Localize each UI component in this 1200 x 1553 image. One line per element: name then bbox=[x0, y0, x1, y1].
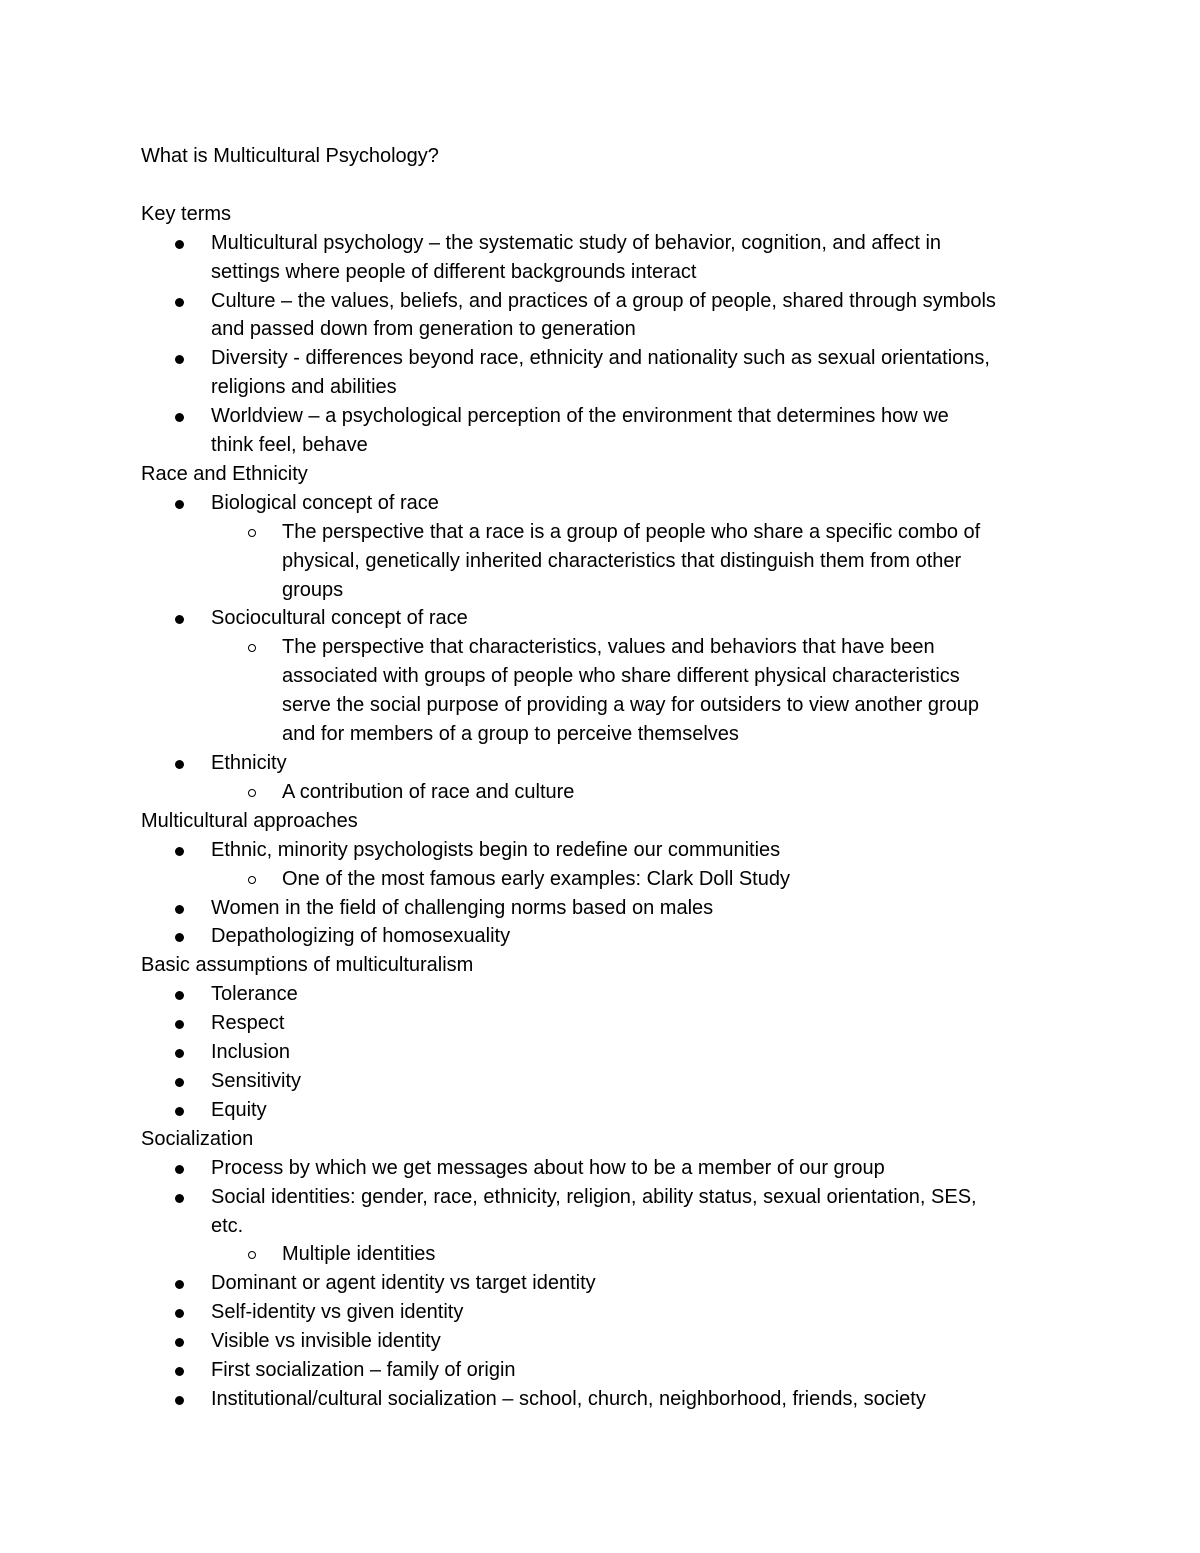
list-item: Inclusion bbox=[141, 1038, 1061, 1067]
sub-list-item: A contribution of race and culture bbox=[141, 778, 1061, 807]
key-terms-list bbox=[141, 229, 1061, 460]
list-item: Equity bbox=[141, 1096, 1061, 1125]
list-item: Biological concept of race bbox=[141, 489, 1061, 518]
list-item: Sensitivity bbox=[141, 1067, 1061, 1096]
race-list bbox=[141, 489, 1061, 807]
list-item: Tolerance bbox=[141, 980, 1061, 1009]
section-heading-socialization: Socialization bbox=[141, 1127, 254, 1150]
sub-list-item: The perspective that characteristics, values and behaviors that have been associated with groups of people who share different physical characteristics serve the social purpose of providing a way for outsiders to view another group and for members of a group to perceive themselves bbox=[141, 633, 1061, 749]
list-item: Ethnic, minority psychologists begin to redefine our communities bbox=[141, 836, 1061, 865]
sub-list-item: One of the most famous early examples: Clark Doll Study bbox=[141, 865, 1061, 894]
sub-list-item: Multiple identities bbox=[141, 1240, 1061, 1269]
socialization-list bbox=[141, 1154, 1061, 1414]
list-item: Social identities: gender, race, ethnicity, religion, ability status, sexual orientation, SES, etc. bbox=[141, 1183, 1061, 1241]
list-item: Worldview – a psychological perception of the environment that determines how we think feel, behave bbox=[141, 402, 1061, 460]
section-heading-key-terms: Key terms bbox=[141, 202, 232, 225]
list-item: Culture – the values, beliefs, and practices of a group of people, shared through symbols and passed down from generation to generation bbox=[141, 287, 1061, 345]
list-item: First socialization – family of origin bbox=[141, 1356, 1061, 1385]
list-item: Women in the field of challenging norms based on males bbox=[141, 894, 1061, 923]
section-heading-race-ethnicity: Race and Ethnicity bbox=[141, 462, 308, 485]
list-item: Diversity - differences beyond race, ethnicity and nationality such as sexual orientations, religions and abilities bbox=[141, 344, 1061, 402]
list-item: Visible vs invisible identity bbox=[141, 1327, 1061, 1356]
section-heading-approaches: Multicultural approaches bbox=[141, 809, 358, 832]
list-item: Respect bbox=[141, 1009, 1061, 1038]
document-title: What is Multicultural Psychology? bbox=[141, 145, 439, 167]
list-item: Process by which we get messages about how to be a member of our group bbox=[141, 1154, 1061, 1183]
section-heading-assumptions: Basic assumptions of multiculturalism bbox=[141, 954, 474, 977]
list-item: Ethnicity bbox=[141, 749, 1061, 778]
list-item: Depathologizing of homosexuality bbox=[141, 922, 1061, 951]
sub-list-item: The perspective that a race is a group of people who share a specific combo of physical, genetically inherited characteristics that distinguish them from other groups bbox=[141, 518, 1061, 605]
list-item: Self-identity vs given identity bbox=[141, 1298, 1061, 1327]
list-item: Sociocultural concept of race bbox=[141, 604, 1061, 633]
list-item: Institutional/cultural socialization – school, church, neighborhood, friends, society bbox=[141, 1385, 1061, 1414]
list-item: Dominant or agent identity vs target identity bbox=[141, 1269, 1061, 1298]
list-item: Multicultural psychology – the systematic study of behavior, cognition, and affect in settings where people of different backgrounds interact bbox=[141, 229, 1061, 287]
document-body bbox=[141, 142, 1061, 1414]
approaches-list bbox=[141, 836, 1061, 952]
assumptions-list bbox=[141, 980, 1061, 1125]
